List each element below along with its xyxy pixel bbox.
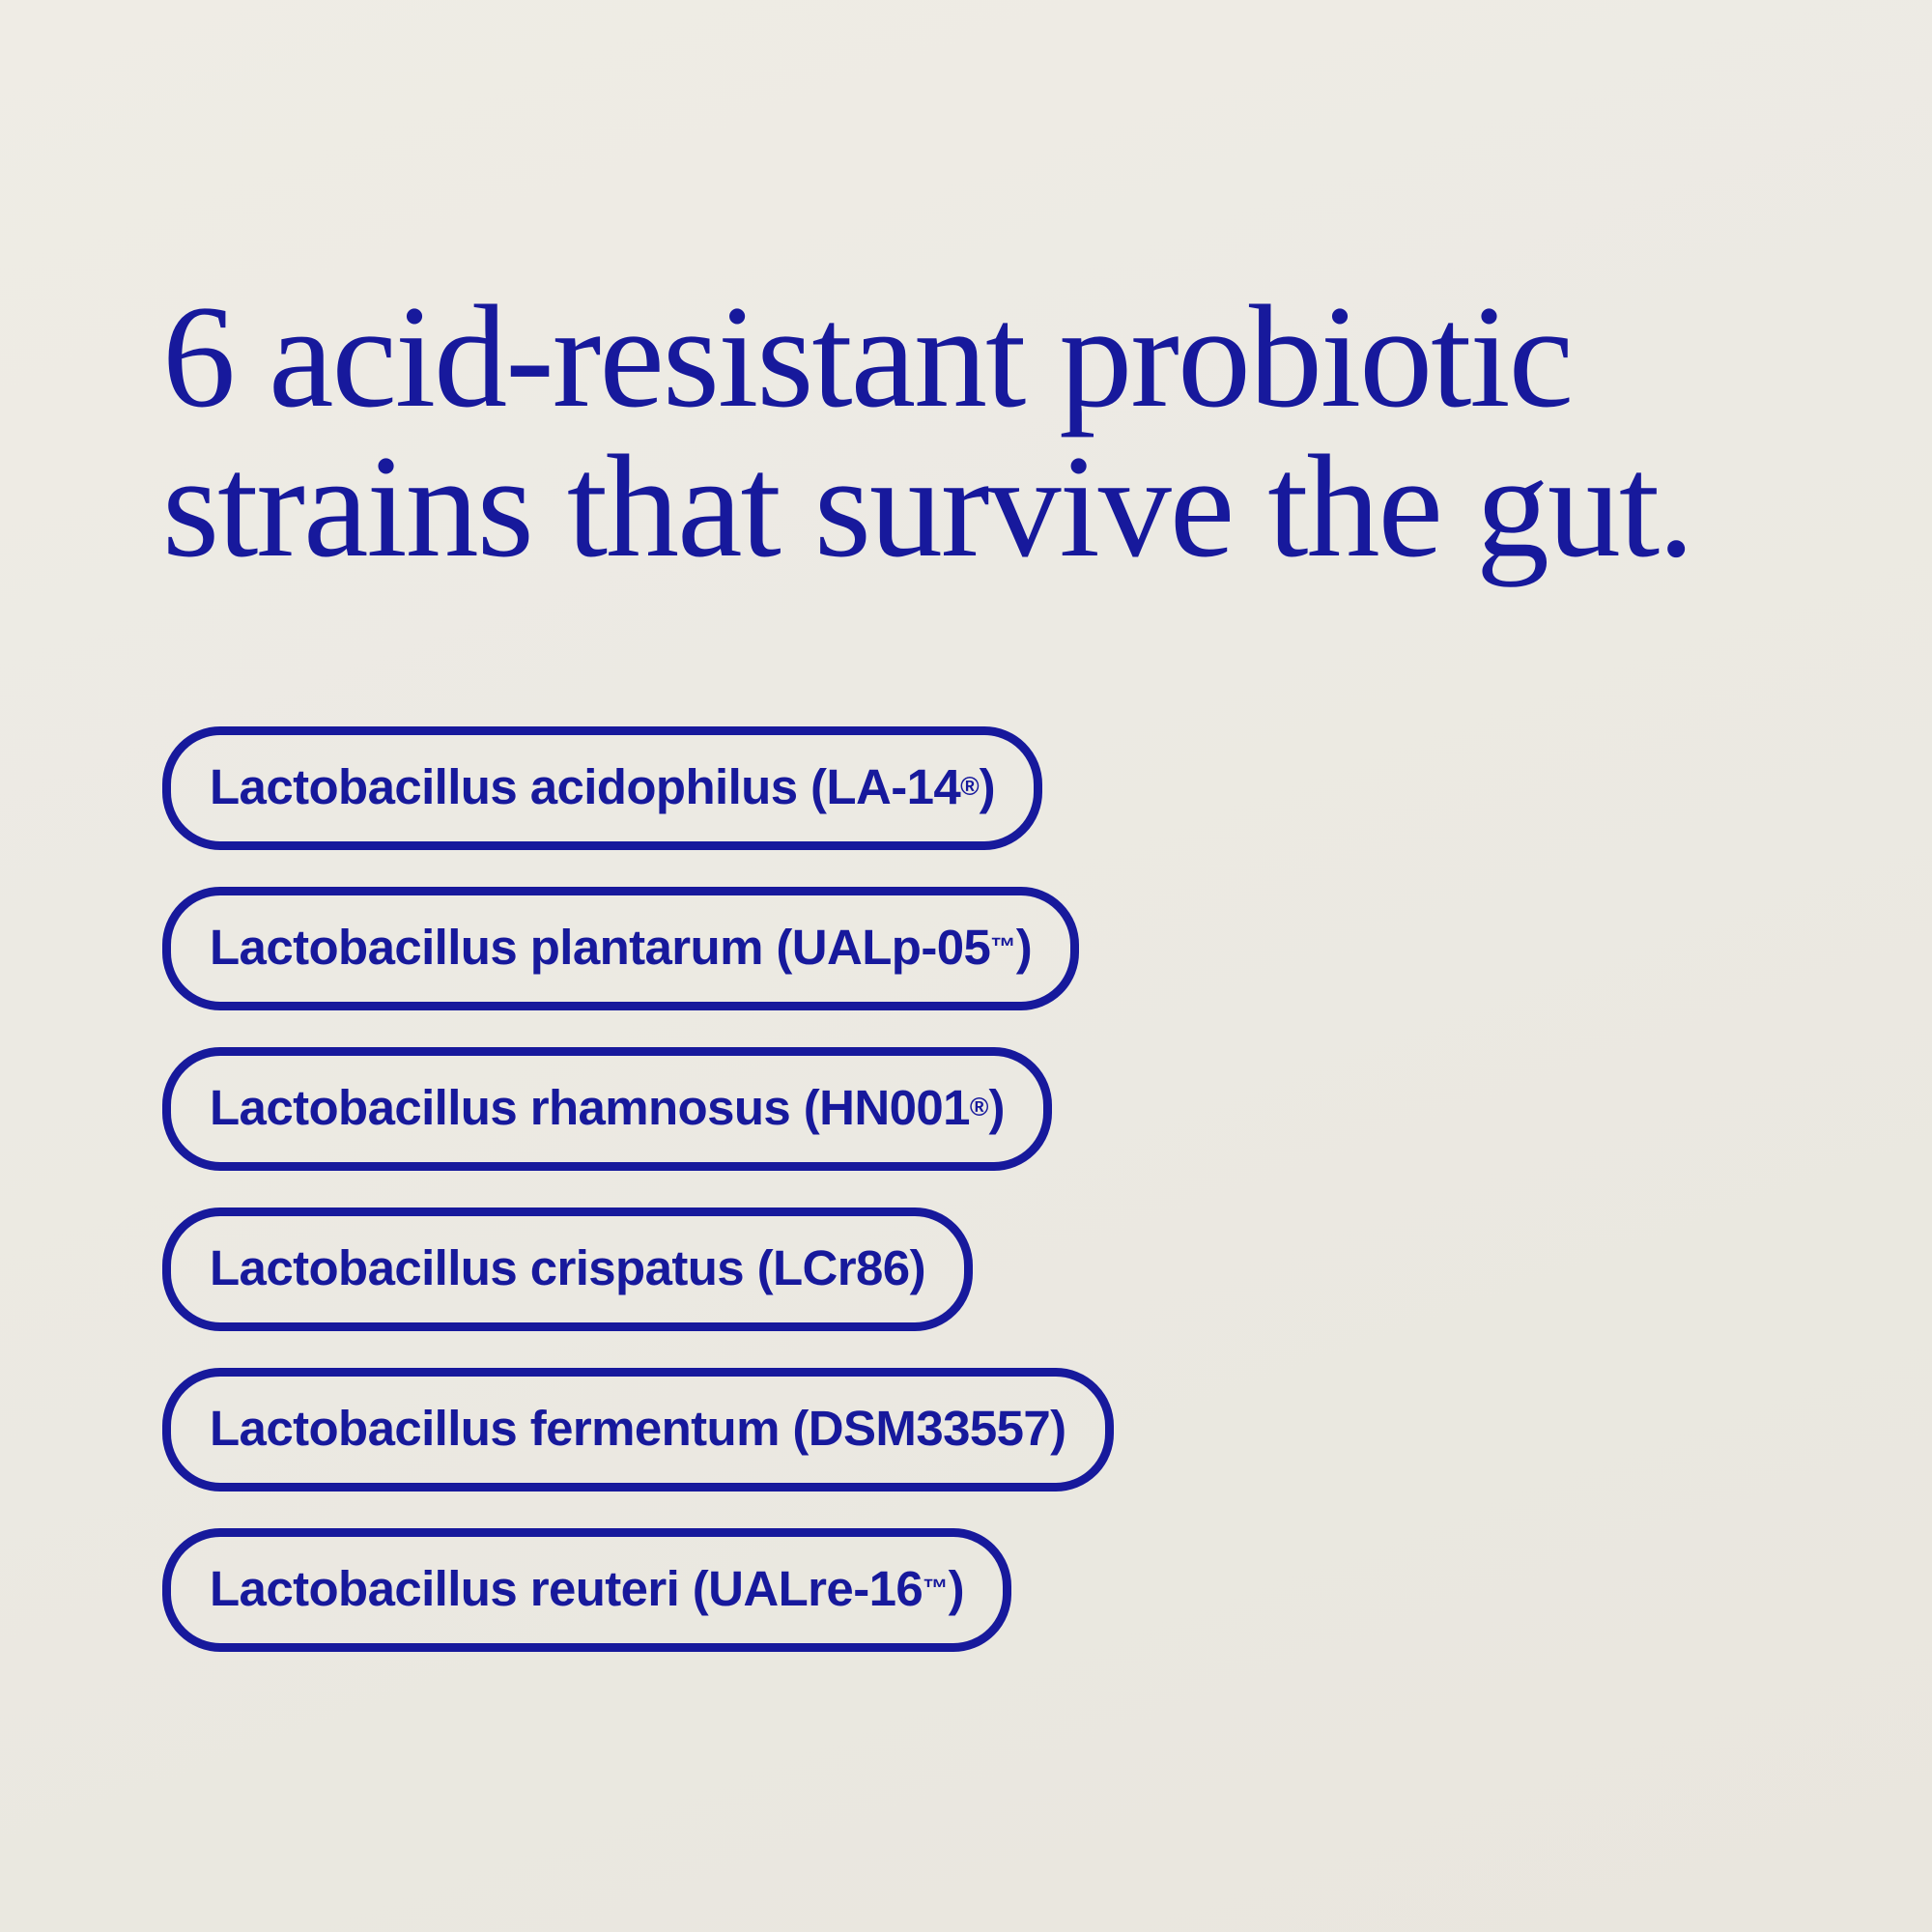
- page-title-line-2: strains that survive the gut.: [162, 424, 1693, 587]
- list-item: [162, 1368, 1804, 1492]
- list-item: [162, 1047, 1804, 1171]
- trademark-mark-icon: ™: [923, 1573, 949, 1603]
- list-item: [162, 726, 1804, 850]
- strain-pill-label: Lactobacillus fermentum (DSM33557): [210, 1400, 1066, 1456]
- strain-pill-fermentum: [162, 1368, 1114, 1492]
- strain-pill-tail: ): [988, 1079, 1005, 1135]
- strain-pill-crispatus: [162, 1208, 973, 1331]
- strain-pill-label: Lactobacillus plantarum (UALp-05: [210, 919, 991, 975]
- strain-pill-reuteri: [162, 1528, 1011, 1652]
- strain-list: [162, 726, 1804, 1652]
- registered-mark-icon: ®: [969, 1092, 989, 1122]
- strain-pill-label: Lactobacillus rhamnosus (HN001: [210, 1079, 970, 1135]
- strain-pill-label: Lactobacillus acidophilus (LA-14: [210, 758, 961, 814]
- registered-mark-icon: ®: [960, 771, 980, 801]
- strain-pill-label: Lactobacillus reuteri (UALre-16: [210, 1560, 923, 1616]
- strain-pill-tail: ): [1015, 919, 1033, 975]
- list-item: [162, 887, 1804, 1010]
- page-title-line-1: 6 acid-resistant probiotic: [162, 274, 1573, 438]
- strain-pill-tail: ): [948, 1560, 965, 1616]
- strain-pill-acidophilus: [162, 726, 1042, 850]
- trademark-mark-icon: ™: [990, 931, 1016, 961]
- strain-pill-rhamnosus: [162, 1047, 1052, 1171]
- strain-pill-plantarum: [162, 887, 1079, 1010]
- page-title: [162, 274, 1747, 587]
- list-item: [162, 1208, 1804, 1331]
- strain-pill-label: Lactobacillus crispatus (LCr86): [210, 1239, 925, 1295]
- strain-pill-tail: ): [979, 758, 996, 814]
- list-item: [162, 1528, 1804, 1652]
